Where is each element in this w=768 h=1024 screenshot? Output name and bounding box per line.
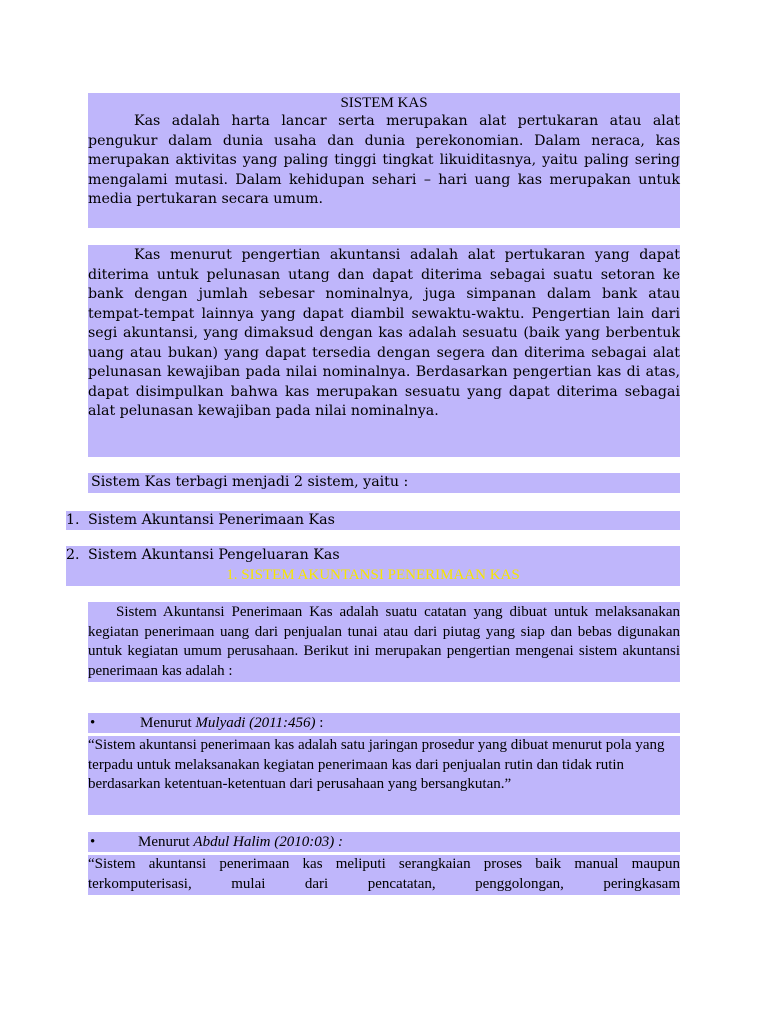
- section-heading: 1. SISTEM AKUNTANSI PENERIMAAN KAS: [226, 567, 520, 583]
- para3-text: Sistem Akuntansi Penerimaan Kas adalah suatu catatan yang dibuat untuk melaksanakan kegiatan penerimaan uang dari penjualan tunai atau dari piutag yang siap dan bebas digunakan untuk kegiatan umum perusahaan. Berikut ini merupakan pengertian mengenai sistem akuntansi penerimaan kas adalah :: [88, 604, 680, 679]
- quote-block: [88, 736, 680, 815]
- citation-author: Abdul Halim (2010:03) :: [193, 834, 343, 850]
- quote-block: [88, 855, 680, 895]
- system-intro-text: Sistem Kas terbagi menjadi 2 sistem, yaitu :: [91, 474, 409, 490]
- list-item: [66, 546, 680, 566]
- citation-bullet: [88, 832, 680, 852]
- citation-suffix: :: [315, 715, 324, 731]
- citation-bullet: [88, 713, 680, 733]
- list-number: 1.: [66, 512, 80, 528]
- citation-prefix: Menurut: [140, 715, 196, 731]
- citation-author: Mulyadi (2011:456): [195, 715, 316, 731]
- intro-block: [88, 93, 680, 228]
- citation-prefix: Menurut: [138, 834, 194, 850]
- quote2-text: “Sistem akuntansi penerimaan kas meliputi serangkaian proses baik manual maupun terkomputerisasi, mulai dari pencatatan, penggolongan, peringkasam: [88, 856, 680, 892]
- accounting-definition-block: [88, 245, 680, 457]
- system-intro-line: [88, 473, 680, 493]
- bullet-dot: •: [90, 834, 96, 850]
- list-item-text: Sistem Akuntansi Penerimaan Kas: [88, 512, 335, 528]
- quote1-text: “Sistem akuntansi penerimaan kas adalah satu jaringan prosedur yang dibuat menurut pola yang terpadu untuk melaksanakan kegiatan penerimaan kas dari penjualan rutin dan tidak rutin berdasarkan ketentuan-ketentuan dari perusahaan yang bersangkutan.”: [88, 737, 665, 792]
- page-title: SISTEM KAS: [340, 95, 428, 111]
- list-number: 2.: [66, 547, 80, 563]
- penerimaan-kas-paragraph: [88, 602, 680, 682]
- list-item-text: Sistem Akuntansi Pengeluaran Kas: [88, 547, 340, 563]
- kas-definition-paragraph: [88, 112, 680, 210]
- list-item-with-heading: [66, 546, 680, 586]
- para2-text: Kas menurut pengertian akuntansi adalah alat pertukaran yang dapat diterima untuk pelunasan utang dan dapat diterima sebagai suatu setoran ke bank dengan jumlah sebesar nominalnya, juga simpanan dalam bank atau tempat-tempat lainnya yang dapat diambil sewaktu-waktu. Pengertian lain dari segi akuntansi, yang dimaksud dengan kas adalah sesuatu (baik yang berbentuk uang atau bukan) yang dapat tersedia dengan segera dan diterima sebagai alat pelunasan kewajiban pada nilai nominalnya. Berdasarkan pengertian kas di atas, dapat disimpulkan bahwa kas merupakan sesuatu yang dapat diterima sebagai alat pelunasan kewajiban pada nilai nominalnya.: [88, 247, 680, 419]
- list-item: [66, 511, 680, 530]
- bullet-dot: •: [90, 715, 96, 731]
- para1-text: Kas adalah harta lancar serta merupakan alat pertukaran atau alat pengukur dalam dunia usaha dan dunia perekonomian. Dalam neraca, kas merupakan aktivitas yang paling tinggi tingkat likuiditasnya, yaitu paling sering mengalami mutasi. Dalam kehidupan sehari – hari uang kas merupakan untuk media pertukaran secara umum.: [88, 113, 680, 207]
